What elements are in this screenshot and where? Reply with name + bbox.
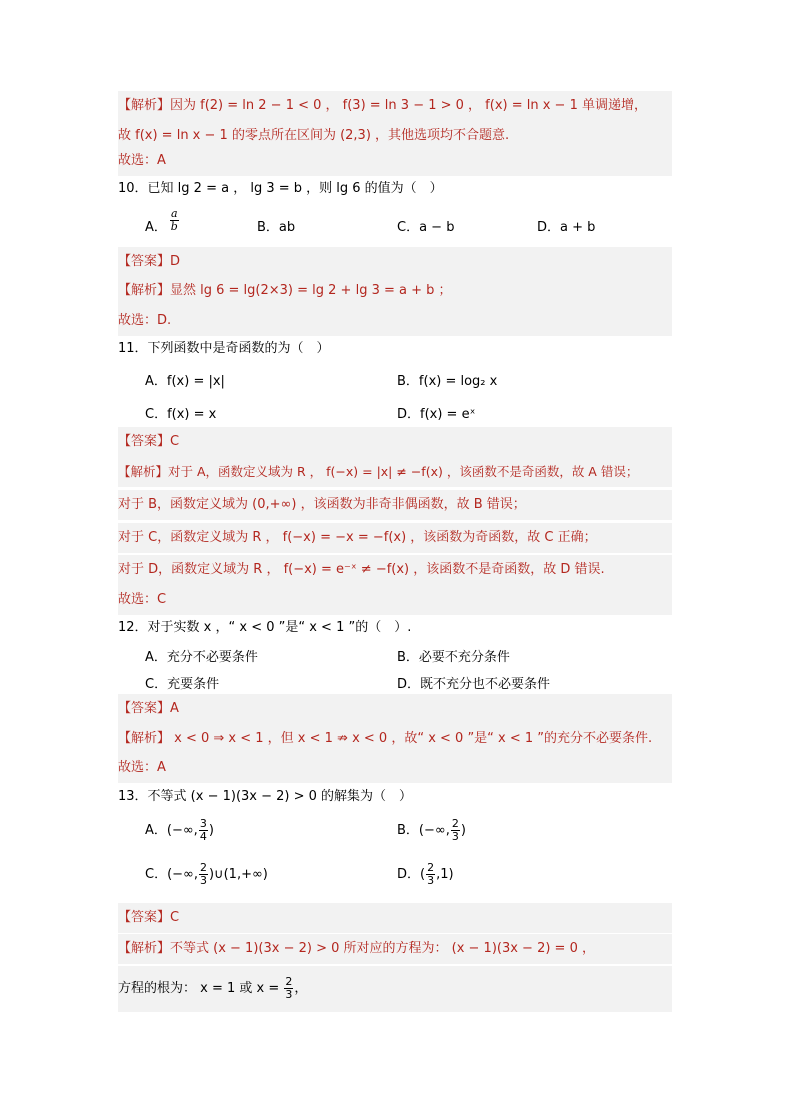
- fraction-numerator: 2: [451, 817, 459, 830]
- q12-option-c: C．充要条件: [145, 677, 220, 692]
- question-12-stem: 12．对于实数 x ，“ x < 0 ”是“ x < 1 ”的（ ）.: [118, 620, 412, 635]
- answer-select-line: 故选：A: [118, 146, 672, 176]
- interval-prefix: C．(−∞,: [145, 867, 199, 882]
- q10-option-c: C．a − b: [397, 220, 455, 235]
- q10-option-a-label: A．: [145, 220, 167, 235]
- q10-answer: 【答案】D: [118, 247, 672, 277]
- q12-solution: 【解析】 x < 0 ⇒ x < 1 ，但 x < 1 ⇏ x < 0 ，故“ x < 0 ”是“ x < 1 ”的充分不必要条件.: [118, 724, 672, 754]
- q12-option-a: A．充分不必要条件: [145, 650, 258, 665]
- q13-option-b: [397, 818, 466, 843]
- q11-option-b: B．f(x) = log₂ x: [397, 374, 498, 389]
- solution-line: 【解析】因为 f(2) = ln 2 − 1 < 0 ， f(3) = ln 3 − 1 > 0 ， f(x) = ln x − 1 单调递增，: [118, 91, 672, 121]
- interval-prefix: B．(−∞,: [397, 823, 450, 838]
- question-11-stem: 11．下列函数中是奇函数的为（ ）: [118, 341, 330, 356]
- fraction-numerator: a: [171, 207, 178, 220]
- q10-solution: 【解析】显然 lg 6 = lg(2×3) = lg 2 + lg 3 = a + b ；: [118, 276, 672, 306]
- q13-option-d: [397, 862, 454, 887]
- q13-solution-1: 【解析】不等式 (x − 1)(3x − 2) > 0 所对应的方程为： (x − 1)(3x − 2) = 0 ，: [118, 934, 672, 964]
- q11-option-c: C．f(x) = x: [145, 407, 217, 422]
- q11-option-d: D．f(x) = eˣ: [397, 407, 476, 422]
- q11-solution-d: 对于 D，函数定义域为 R ， f(−x) = e⁻ˣ ≠ −f(x) ，该函数不是奇函数，故 D 错误.: [118, 555, 672, 585]
- question-10-stem: 10．已知 lg 2 = a ， lg 3 = b ，则 lg 6 的值为（ ）: [118, 181, 443, 196]
- q12-select: 故选：A: [118, 753, 672, 783]
- interval-suffix: ): [460, 823, 466, 838]
- q13-solution-2: [118, 966, 672, 1012]
- fraction-denominator: 3: [427, 874, 435, 887]
- q13-answer: 【答案】C: [118, 903, 672, 933]
- solution-line: 故 f(x) = ln x − 1 的零点所在区间为 (2,3) ，其他选项均不合题意.: [118, 121, 672, 151]
- interval-suffix: )∪(1,+∞): [209, 867, 268, 882]
- q11-select: 故选：C: [118, 585, 672, 615]
- solution-text-end: ，: [294, 981, 308, 996]
- solution-text: 方程的根为： x = 1 或 x =: [118, 981, 280, 996]
- q13-option-c: [145, 862, 268, 887]
- q10-option-d: D．a + b: [537, 220, 596, 235]
- question-13-stem: 13．不等式 (x − 1)(3x − 2) > 0 的解集为（ ）: [118, 789, 413, 804]
- interval-prefix: A．(−∞,: [145, 823, 198, 838]
- q11-option-a: A．f(x) = |x|: [145, 374, 225, 389]
- interval-suffix: ): [208, 823, 214, 838]
- fraction-numerator: 2: [427, 861, 435, 874]
- q12-option-b: B．必要不充分条件: [397, 650, 510, 665]
- q10-option-b: B．ab: [257, 220, 296, 235]
- fraction-denominator: 3: [285, 988, 293, 1001]
- interval-prefix: D．(: [397, 867, 426, 882]
- q12-option-d: D．既不充分也不必要条件: [397, 677, 551, 692]
- fraction-numerator: 3: [199, 817, 207, 830]
- fraction-numerator: 2: [200, 861, 208, 874]
- q11-solution-c: 对于 C，函数定义域为 R ， f(−x) = −x = −f(x) ，该函数为奇函数，故 C 正确；: [118, 523, 672, 553]
- fraction-denominator: 3: [451, 830, 459, 843]
- q11-answer: 【答案】C: [118, 427, 672, 457]
- fraction-denominator: 4: [199, 830, 207, 843]
- q13-option-a: [145, 818, 214, 843]
- fraction-denominator: b: [170, 220, 178, 233]
- q10-select: 故选：D.: [118, 306, 672, 336]
- fraction-numerator: 2: [285, 975, 293, 988]
- q12-answer: 【答案】A: [118, 694, 672, 724]
- q11-solution-b: 对于 B，函数定义域为 (0,+∞) ，该函数为非奇非偶函数，故 B 错误；: [118, 490, 672, 520]
- fraction-denominator: 3: [200, 874, 208, 887]
- interval-suffix: ,1): [436, 867, 454, 882]
- q10-option-a-fraction: [169, 208, 180, 233]
- q11-solution-a: 【解析】对于 A，函数定义域为 R ， f(−x) = |x| ≠ −f(x) ，该函数不是奇函数，故 A 错误；: [118, 457, 672, 487]
